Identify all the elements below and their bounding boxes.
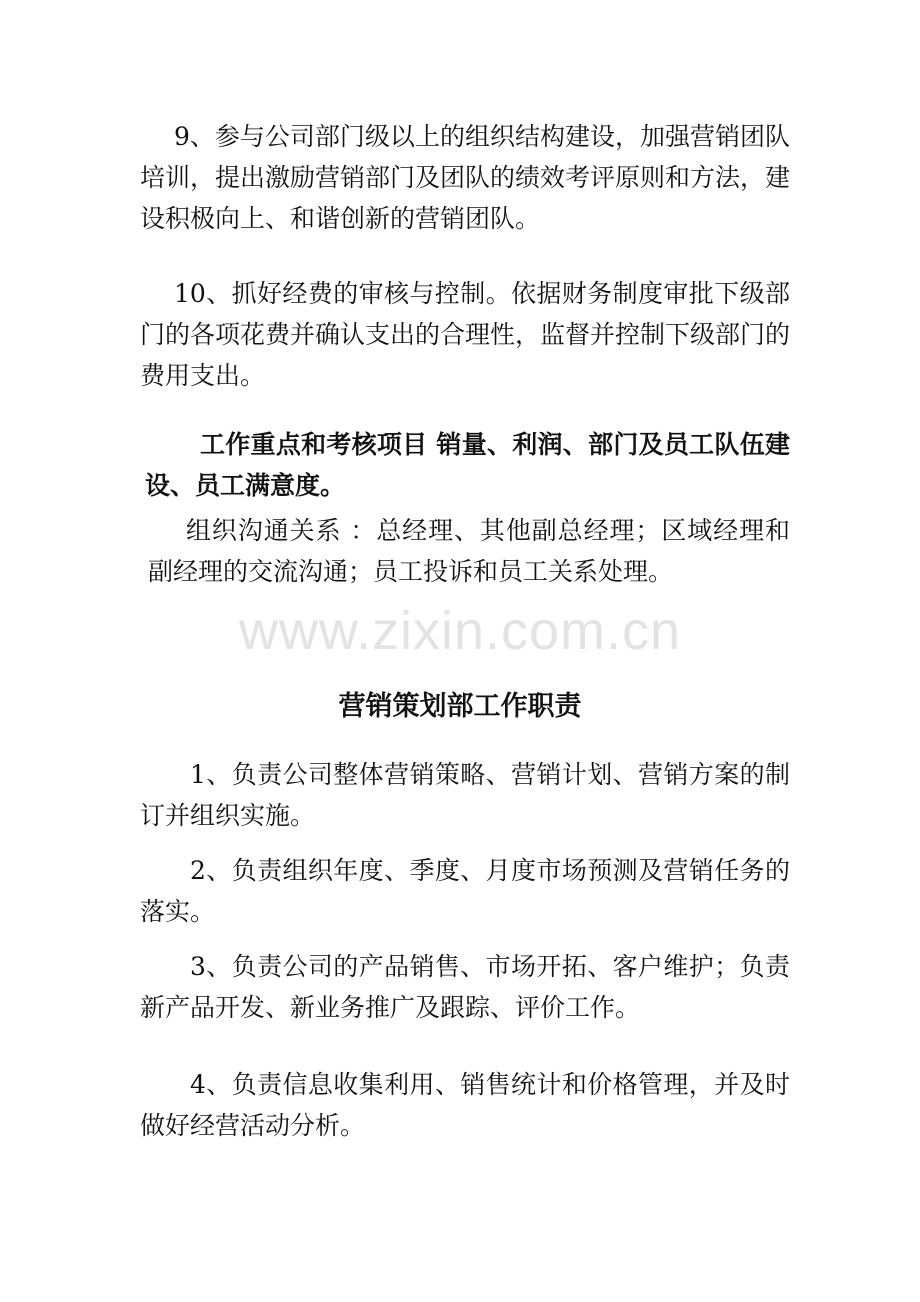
duty-item-1: 1、负责公司整体营销策略、营销计划、营销方案的制订并组织实施。 [140, 760, 790, 830]
paragraph-item-9: 9、参与公司部门级以上的组织结构建设，加强营销团队培训，提出激励营销部门及团队的绩效考评原则和方法，建设积极向上、和谐创新的营销团队。 [140, 122, 791, 233]
paragraph-item-10: 10、抓好经费的审核与控制。依据财务制度审批下级部门的各项花费并确认支出的合理性，监督并控制下级部门的费用支出。 [140, 279, 791, 390]
key-items-paragraph: 工作重点和考核项目 销量、利润、部门及员工队伍建设、员工满意度。 [145, 430, 790, 500]
duty-item-4: 4、负责信息收集利用、销售统计和价格管理，并及时做好经营活动分析。 [140, 1070, 790, 1140]
communication-paragraph: 组织沟通关系 ：总经理、其他副总经理；区域经理和副经理的交流沟通；员工投诉和员工关系处理。 [148, 516, 790, 586]
section-title: 营销策划部工作职责 [338, 691, 582, 722]
duty-item-2: 2、负责组织年度、季度、月度市场预测及营销任务的落实。 [140, 856, 790, 926]
watermark: www.zixin.com.cn [238, 601, 682, 661]
duty-item-3: 3、负责公司的产品销售、市场开拓、客户维护；负责新产品开发、新业务推广及跟踪、评价工作。 [140, 952, 790, 1022]
